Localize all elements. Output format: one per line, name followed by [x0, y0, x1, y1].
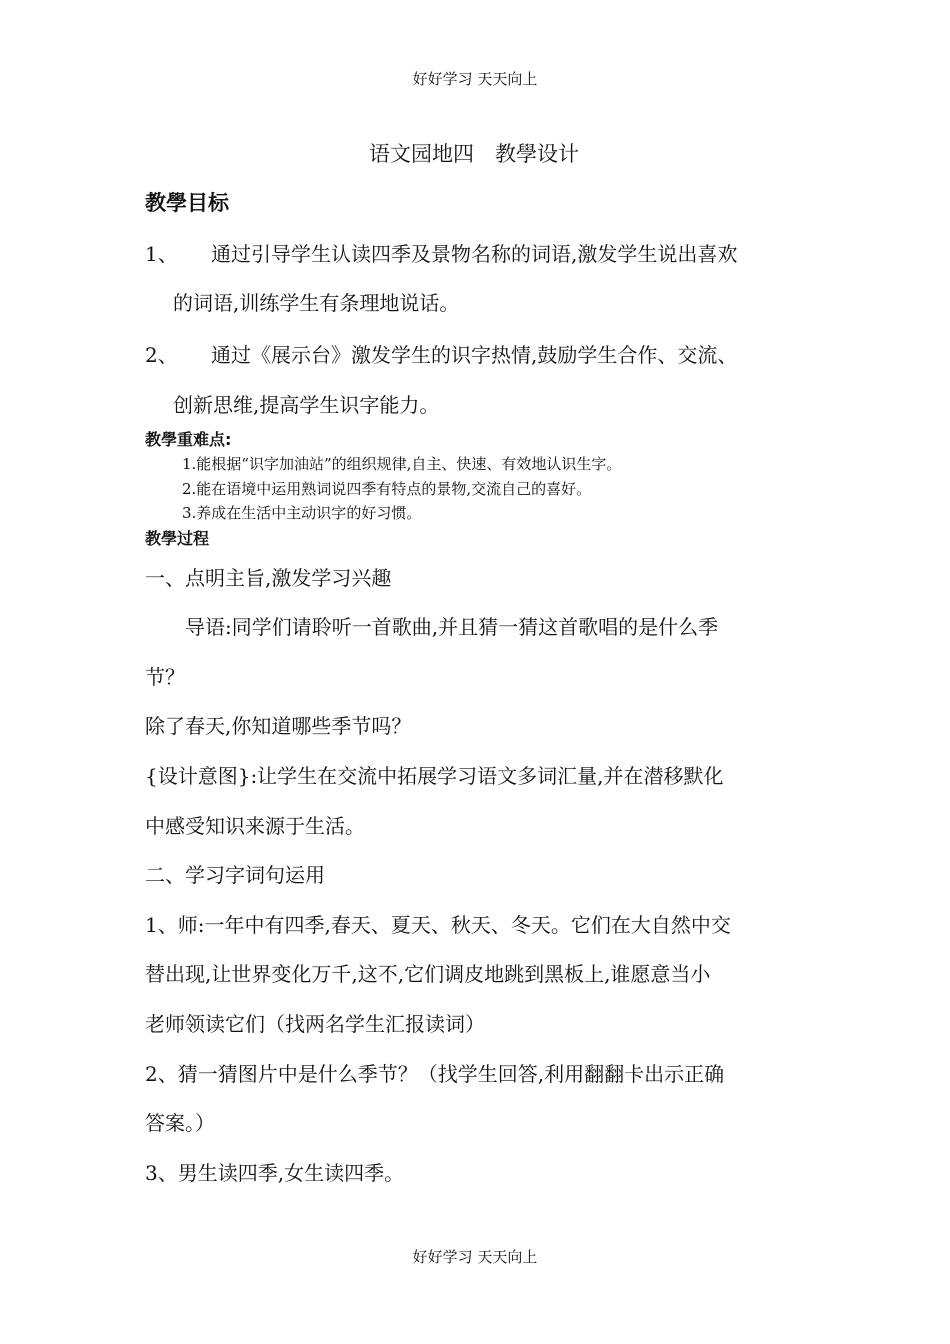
paragraph-line: 替出现,让世界变化万千,这不,它们调皮地跳到黑板上,谁愿意当小 [145, 962, 711, 986]
objectives-heading: 教學目标 [145, 191, 229, 215]
keypoint-item: 2.能在语境中运用熟词说四季有特点的景物,交流自己的喜好。 [182, 480, 592, 498]
objective-number: 1、 [145, 242, 178, 266]
page-footer: 好好学习 天天向上 [412, 1248, 538, 1266]
section-heading: 一、点明主旨,激发学习兴趣 [145, 566, 392, 590]
keypoint-item: 3.养成在生活中主动识字的好习惯。 [182, 504, 422, 522]
objective-text: 通过引导学生认读四季及景物名称的词语,激发学生说出喜欢 [211, 242, 738, 266]
paragraph-line: 2、猜一猜图片中是什么季节？（找学生回答,利用翻翻卡出示正确 [145, 1062, 725, 1086]
process-heading: 教學过程 [145, 529, 210, 548]
paragraph-line: 中感受知识来源于生活。 [145, 814, 365, 838]
paragraph-line: {设计意图}:让学生在交流中拓展学习语文多词汇量,并在潜移默化 [145, 764, 724, 788]
document-title: 语文园地四 教學设计 [369, 142, 579, 166]
objective-item-2-continued: 创新思维,提高学生识字能力。 [173, 393, 440, 417]
keypoints-heading: 教學重难点: [145, 430, 232, 449]
paragraph-line: 节？ [145, 665, 185, 689]
paragraph-line: 除了春天,你知道哪些季节吗？ [145, 714, 412, 738]
paragraph-line: 导语:同学们请聆听一首歌曲,并且猜一猜这首歌唱的是什么季 [145, 615, 719, 639]
page-header: 好好学习 天天向上 [412, 70, 538, 88]
section-heading: 二、学习字词句运用 [145, 863, 325, 887]
paragraph-line: 答案。） [145, 1111, 215, 1135]
keypoint-item: 1.能根据“识字加油站”的组织规律,自主、快速、有效地认识生字。 [182, 455, 622, 473]
objective-text: 通过《展示台》激发学生的识字热情,鼓励学生合作、交流、 [211, 343, 738, 367]
paragraph-line: 1、师:一年中有四季,春天、夏天、秋天、冬天。它们在大自然中交 [145, 913, 731, 937]
objective-item-1-continued: 的词语,训练学生有条理地说话。 [173, 291, 460, 315]
paragraph-line: 3、男生读四季,女生读四季。 [145, 1161, 405, 1185]
objective-item-2 [145, 339, 737, 368]
paragraph-line: 老师领读它们（找两名学生汇报读词） [145, 1012, 485, 1036]
objective-number: 2、 [145, 343, 178, 367]
objective-item-1 [145, 238, 737, 267]
